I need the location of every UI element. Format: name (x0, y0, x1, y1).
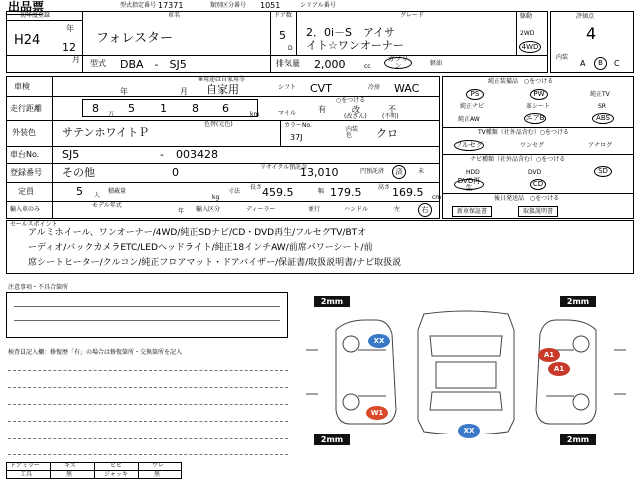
mark-xx-2 (458, 424, 480, 438)
mark-w1 (366, 406, 388, 420)
doors-label: ドア数 (274, 12, 292, 19)
color-change-label: 色替(元色) (204, 121, 233, 128)
doors-value: 5 (279, 29, 286, 42)
navi-cd-text: CD (532, 180, 544, 188)
wid-label: 幅 (318, 188, 325, 195)
reg-label: 登録番号 (10, 168, 42, 177)
color-code-label: カラーNo. (284, 122, 312, 129)
km-unit: km (250, 111, 260, 118)
interior-color: クロ (376, 127, 398, 140)
equip-navi: 純正ナビ (460, 103, 485, 110)
mark-xx-2-text: XX (463, 427, 475, 435)
navi-dvd-play (454, 176, 484, 192)
scale-top-right: 2mm (560, 296, 596, 307)
interior-label: 内装 (556, 54, 569, 61)
chassis-model: SJ5 (62, 148, 80, 161)
model-designation: 17371 (158, 1, 184, 10)
odo-digit-1: 8 (92, 102, 99, 115)
tv-fullseg-text: フルセグ (455, 141, 483, 149)
usage-value: 自家用 (206, 83, 239, 96)
mark-a1-2 (548, 362, 570, 376)
color-code: 37J (290, 133, 303, 142)
displacement-value: 2,000 (314, 58, 346, 71)
year-unit: 年 (66, 24, 74, 33)
first-reg-month: 12 (62, 41, 76, 54)
recycle-no: 未 (418, 168, 425, 175)
mark-a1-1 (538, 348, 560, 362)
chassis-label: 車台No. (10, 150, 40, 159)
navi-cd (530, 179, 546, 190)
usage-note: ※用途は自家用等 (198, 76, 246, 83)
recycle-label: リサイクル預託金 (260, 164, 308, 171)
equip-air (524, 113, 546, 124)
tv-title: TV種類（社外品含む）○をつける (478, 129, 570, 136)
odo-tamper: (改ざん) (344, 113, 367, 120)
fuel-gas-circle (384, 57, 412, 69)
equip-leather: 革シート (526, 103, 551, 110)
legend-v1: 工具 (20, 471, 33, 478)
drive-4wd-circle (519, 41, 541, 53)
len-value: 459.5 (262, 186, 294, 199)
recycle-yes-circle (392, 165, 406, 179)
drive-2wd: 2WD (520, 30, 535, 37)
navi-hdd: HDD (466, 169, 480, 176)
legend-v3: ジャッキ (104, 471, 128, 478)
capacity-value: 5 (76, 185, 83, 198)
len-label: 長さ (250, 184, 263, 191)
odo-digit-2: 5 (128, 102, 135, 115)
odo-notknown: (不明) (382, 113, 399, 120)
rear-new-car (452, 206, 492, 217)
scale-bot-left: 2mm (314, 434, 350, 445)
car-name: フォレスター (96, 31, 173, 46)
handle-label: ハンドル (344, 206, 369, 213)
ac-label: 冷房 (368, 84, 381, 91)
odo-digit-3: 1 (160, 102, 167, 115)
sales-line2: ーディオ/バックカメラETC/LEDヘッドライト/純正18インチAW/前席パワーシート/前 (28, 243, 373, 253)
navi-title: ナビ種類（社外品含む）○をつける (470, 156, 566, 163)
ht-value: 169.5 (392, 186, 424, 199)
rear-title: 後日発送品 ○をつける (494, 195, 560, 202)
shift-label: シフト (278, 84, 297, 91)
import-type-label: 輸入区分 (196, 206, 221, 213)
equip-abs (592, 113, 614, 124)
caution-box (6, 292, 288, 338)
tv-oneseg: ワンセグ (520, 142, 545, 149)
wid-value: 179.5 (330, 186, 362, 199)
sales-line1: アルミホイール、ワンオーナー/4WD/純正SDナビ/CD・DVD再生/フルセグTV/BTオ (28, 228, 367, 238)
cm-unit: cm (432, 194, 442, 201)
import-only-label: 輸入車のみ (10, 206, 41, 213)
grade-line1: 2．0i－S アイサ (306, 26, 396, 39)
navi-dvd: DVD (528, 169, 542, 176)
handle-right: 右 (421, 205, 429, 214)
capacity-label: 定員 (18, 187, 34, 196)
recycle-yen-label: 円預託済 (360, 168, 385, 175)
interior-c: C (614, 59, 620, 68)
interior-color-label: 内装色 (346, 126, 359, 139)
score-value: 4 (586, 24, 597, 43)
inspection-year-unit: 年 (120, 87, 128, 96)
load-label: 積載量 (108, 188, 127, 195)
equip-tv: 純正TV (590, 91, 610, 98)
interior-b-circle (594, 57, 607, 70)
sales-line3: 席シートヒーター/クルコン/純正フロアマット・ドアバイザー/保証書/取扱説明書/ナビ取扱説 (28, 258, 402, 268)
capacity-unit: 人 (94, 192, 101, 199)
legend-h3: ヒビ (110, 462, 123, 469)
legend-v2: 無 (66, 471, 73, 478)
interior-b: B (598, 59, 603, 67)
equip-title: 純正装備品 ○をつける (488, 78, 554, 85)
model-year-unit: 年 (178, 208, 185, 215)
import-dealer: ディーラー (246, 206, 276, 213)
color-label: 外装色 (12, 128, 36, 137)
handle-right-circle (418, 203, 432, 217)
score-label: 評価点 (576, 13, 595, 20)
month-unit: 月 (72, 55, 80, 64)
shift-value: CVT (310, 82, 332, 95)
drive-4wd: 4WD (521, 42, 539, 51)
mark-a1-2-text: A1 (553, 365, 565, 373)
rear-new-car-text: 新車保証書 (456, 208, 487, 215)
model-designation-label: 型式指定番号 (120, 2, 157, 9)
ht-label: 高さ (378, 184, 391, 191)
reg-value: その他 (62, 166, 95, 179)
color-value: サテンホワイトＰ (62, 126, 150, 139)
odo-unknown: 不 (388, 105, 396, 114)
odo-replaced: 改 (352, 105, 360, 114)
inspection-label: 車検 (14, 82, 30, 91)
door-suffix: D (288, 45, 293, 52)
chassis-number: 003428 (176, 148, 218, 161)
serial-label: シリアル番号 (300, 2, 336, 9)
equip-air-text: エアB (525, 114, 545, 122)
rear-manual (518, 206, 558, 217)
mark-xx-1-text: XX (373, 337, 385, 345)
navi-sd-text: SD (598, 167, 608, 175)
equip-aw: 純正AW (458, 116, 480, 123)
form-title: 出品票 (8, 0, 45, 14)
import-parallel: 並行 (308, 206, 321, 213)
interior-a: A (580, 59, 586, 68)
recycle-value: 13,010 (300, 166, 339, 179)
navi-dvd-play-text: DVD再生 (457, 176, 481, 192)
inspection-month-unit: 月 (180, 87, 188, 96)
dims-label: 寸法 (228, 188, 241, 195)
odo-digit-5: 6 (222, 102, 229, 115)
category-label: 類別区分番号 (210, 2, 247, 9)
man-unit: 万 (108, 111, 115, 118)
first-reg-era: H24 (14, 33, 41, 48)
equip-ps-text: PS (470, 90, 480, 98)
caution-label: 注意事項・不具合箇所 (8, 284, 69, 291)
legend-h1: ドアミラー (10, 462, 40, 469)
ac-value: WAC (394, 82, 420, 95)
equip-sr: SR (598, 103, 606, 110)
equip-pw-text: PW (533, 90, 545, 98)
odo-yes: 有 (318, 105, 326, 114)
mark-xx-1 (368, 334, 390, 348)
type-value: DBA - SJ5 (120, 58, 187, 71)
cc-unit: cc (364, 63, 371, 70)
handle-left: 左 (394, 206, 401, 213)
load-kg: kg (212, 194, 220, 201)
tv-fullseg (454, 140, 484, 151)
grade-label: グレード (400, 12, 425, 19)
car-body-diagram (296, 310, 636, 434)
chassis-dash: - (160, 148, 164, 161)
mark-a1-1-text: A1 (543, 351, 555, 359)
fuel-gas: ガソリン (387, 55, 409, 70)
fuel-other: 軽油 (430, 60, 443, 67)
scale-bot-right: 2mm (560, 434, 596, 445)
inspector-label: 検査員記入欄：修復歴「有」の場合は修復箇所・交換箇所を記入 (8, 349, 183, 356)
displacement-label: 排気量 (276, 59, 300, 68)
navi-sd (594, 166, 612, 177)
grade-line2: イト☆ワンオーナー (306, 39, 404, 52)
category: 1051 (260, 1, 281, 10)
mark-w1-text: W1 (370, 409, 384, 417)
equip-pw (530, 89, 548, 100)
legend-h2: キズ (64, 462, 76, 469)
mile-unit: マイル (278, 110, 296, 117)
scale-top-left: 2mm (314, 296, 350, 307)
car-name-label: 車名 (168, 12, 181, 19)
model-year-label: モデル年式 (92, 202, 122, 209)
rear-manual-text: 取扱説明書 (522, 208, 553, 215)
first-reg-label: 初年度登録 (20, 12, 51, 19)
equip-abs-text: ABS (596, 114, 610, 122)
odo-digit-4: 8 (192, 102, 199, 115)
drive-label: 駆動 (520, 13, 533, 20)
legend-v4: 無 (154, 471, 161, 478)
type-label: 型式 (90, 59, 106, 68)
sales-label: セールスポイント (10, 221, 58, 228)
recycle-yes: 済 (395, 167, 403, 176)
mileage-label: 走行距離 (10, 104, 42, 113)
reg-number: 0 (172, 166, 179, 179)
replaced-label: ○をつける (336, 97, 366, 104)
tv-analog: アナログ (588, 142, 613, 149)
equip-ps (466, 89, 484, 100)
legend-h4: ワレ (152, 462, 165, 469)
